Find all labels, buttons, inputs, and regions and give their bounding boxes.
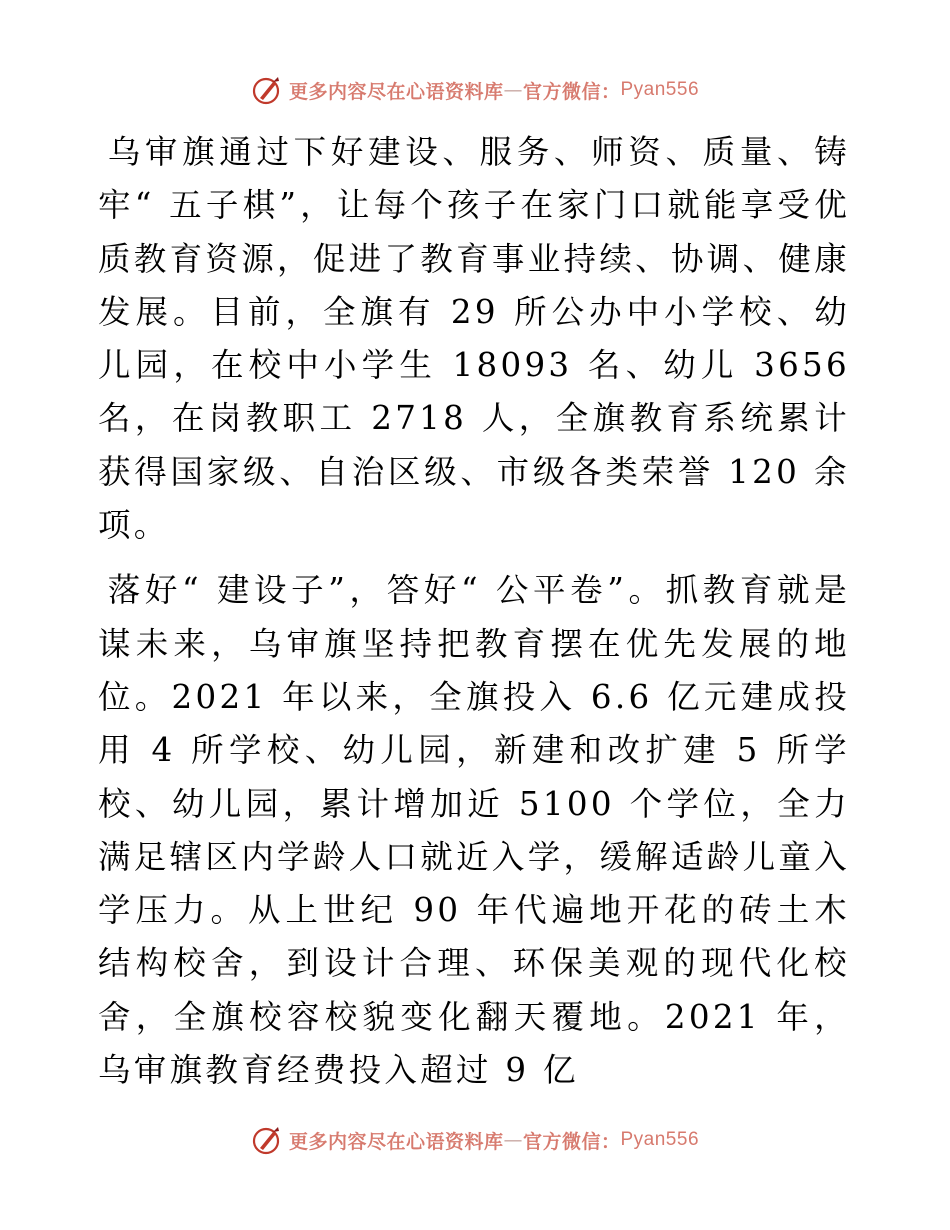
watermark-wechat-label: 官方微信： [522,80,621,103]
watermark-site-text: 更多内容尽在心语资料库 [288,80,504,103]
document-body [98,126,850,1097]
paragraph-2: 落好“ 建设子”，答好“ 公平卷”。抓教育就是谋未来，乌审旗坚持把教育摆在优先发展的地位。2021 年以来，全旗投入 6.6 亿元建成投用 4 所学校、幼儿园，新建和改扩建 5 所学校、幼儿园，累计增加近 5100 个学位，全力满足辖区内学龄人口就近入学，缓解适龄儿童入学压力。从上世纪 90 年代遍地开花的砖土木结构校舍，到设计合理、环保美观的现代化校舍，全旗校容校貌变化翻天覆地。2021 年，乌审旗教育经费投入超过 9 亿 [98,571,850,1090]
watermark-separator: — [503,79,523,101]
watermark-separator: — [503,1129,523,1151]
quill-pen-circle-icon [251,74,283,106]
watermark-wechat-account: Pyan556 [620,79,700,100]
footer-watermark [0,1124,950,1156]
watermark-wechat-label: 官方微信： [522,1130,621,1153]
paragraph-1: 乌审旗通过下好建设、服务、师资、质量、铸牢“ 五子棋”，让每个孩子在家门口就能享受优质教育资源，促进了教育事业持续、协调、健康发展。目前，全旗有 29 所公办中小学校、幼儿园，在校中小学生 18093 名、幼儿 3656 名，在岗教职工 2718 人，全旗教育系统累计获得国家级、自治区级、市级各类荣誉 120 余项。 [98,133,850,545]
header-watermark [0,74,950,106]
quill-pen-circle-icon [251,1124,283,1156]
watermark-site-text: 更多内容尽在心语资料库 [288,1130,504,1153]
watermark-wechat-account: Pyan556 [620,1129,700,1150]
